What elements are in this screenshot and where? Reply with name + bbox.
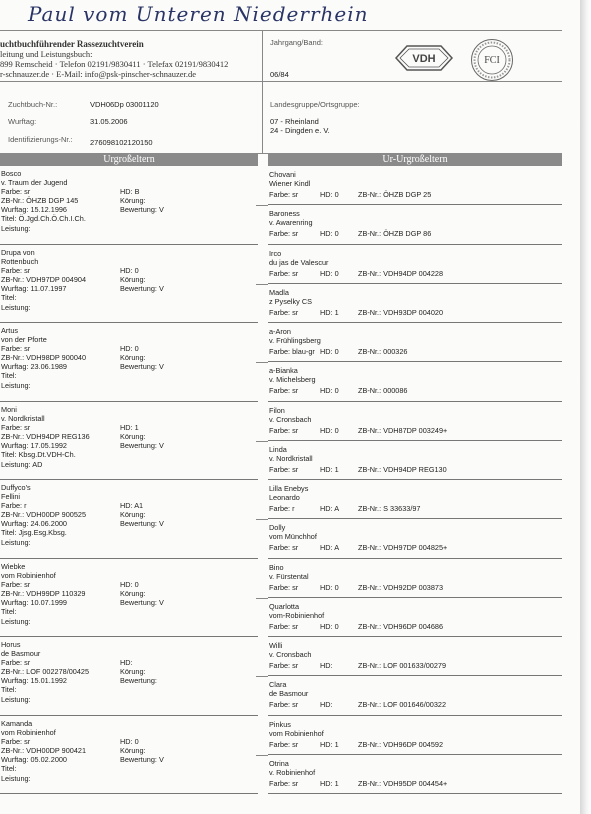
dog-color: Farbe: sr [269,778,299,788]
dog-kennel: v. Fürstental [269,571,309,581]
dog-zb-number: ZB-Nr.: VDH94DP REG136 [1,431,90,441]
dog-bewertung: Bewertung: V [120,362,164,371]
dog-color: Farbe: r [1,501,27,510]
dog-kennel: v. Cronsbach [269,414,312,424]
dog-color: Farbe: sr [1,187,31,196]
great-great-grandparent-entry [268,519,562,558]
dog-name: Duffyco's [1,483,31,492]
dog-name: Baroness [269,209,300,219]
dog-name: Drupa von [1,247,35,257]
dog-koerung: Körung: [120,745,146,755]
dog-zb-number: ZB-Nr.: VDH93DP 004020 [358,307,444,317]
dog-wurftag: Wurftag: 24.06.2000 [1,519,67,528]
dog-name: Wiebke [1,561,26,571]
zuchtbuch-label: Zuchtbuch-Nr.: [8,100,58,109]
dog-hd: HD: 0 [120,736,139,746]
jahrgang-label: Jahrgang/Band: [270,38,323,47]
dog-hd: HD: 0 [320,425,339,435]
great-great-grandparent-entry [268,402,562,441]
great-great-grandparent-entry [268,598,562,637]
dog-kennel: vom Münchhof [269,532,317,542]
dog-hd: HD: 0 [320,190,339,199]
pedigree-connector [256,205,268,206]
ident-label: Identifizierungs-Nr.: [8,135,73,144]
great-great-grandparent-entry [268,245,562,284]
dog-hd: HD: A [320,543,340,553]
dog-kennel: v. Michelsberg [269,375,316,385]
dog-kennel: du jas de Valescur [269,257,329,267]
great-grandparent-entry [0,323,258,402]
dog-zb-number: ZB-Nr.: 000326 [358,347,408,356]
great-great-grandparent-entry [268,755,562,794]
great-grandparent-entry [0,480,258,559]
dog-wurftag: Wurftag: 15.12.1996 [1,205,67,214]
dog-name: Artus [1,326,19,335]
fci-logo [470,38,514,82]
wurftag-label: Wurftag: [8,117,37,126]
dog-hd: HD: 1 [320,739,339,749]
dog-name: Bino [269,562,284,572]
dog-hd: HD: 0 [320,347,339,356]
dog-color: Farbe: sr [269,268,299,278]
dog-color: Farbe: sr [1,265,31,275]
dog-hd: HD: 0 [320,621,339,631]
dog-hd: HD: [120,658,133,667]
dog-name: Clara [269,680,287,690]
dog-color: Farbe: sr [269,582,299,592]
great-great-grandparent-entry [268,480,562,519]
pedigree-connector [256,598,268,599]
pedigree-connector [256,441,268,442]
dog-wurftag: Wurftag: 05.02.2000 [1,754,67,764]
dog-leistung: Leistung: [1,538,31,547]
pedigree-connector [256,755,268,756]
dog-kennel: z Pyselky CS [269,296,312,306]
dog-koerung: Körung: [120,667,146,676]
dog-color: Farbe: sr [269,307,299,317]
dog-zb-number: ZB-Nr.: VDH97DP 004904 [1,274,87,284]
dog-wurftag: Wurftag: 10.07.1999 [1,597,67,607]
dog-hd: HD: 0 [320,229,339,239]
dog-titel: Titel: [1,371,17,380]
dog-kennel: Fellini [1,492,21,501]
fci-logo-text: FCI [484,55,500,66]
dog-zb-number: ZB-Nr.: ÖHZB DGP 145 [1,196,79,205]
dog-hd: HD: 0 [320,386,339,396]
dog-hd: HD: 0 [320,268,339,278]
club-line-2: leitung und Leistungsbuch: [0,49,93,59]
great-great-grandparent-entry [268,166,562,205]
dog-color: Farbe: sr [269,739,299,749]
great-grandparent-entry [0,559,258,638]
dog-color: Farbe: sr [269,661,299,670]
dog-leistung: Leistung: [1,616,31,626]
great-great-grandparent-entry [268,362,562,401]
dog-hd: HD: B [120,187,140,196]
great-grandparent-entry [0,245,258,324]
dog-hd: HD: 0 [120,344,139,353]
dog-koerung: Körung: [120,274,146,284]
dog-name: Dolly [269,523,286,533]
wurftag-value: 31.05.2006 [90,117,128,126]
great-great-grandparent-entry [268,205,562,244]
dog-wurftag: Wurftag: 15.01.1992 [1,676,67,685]
dog-wurftag: Wurftag: 17.05.1992 [1,440,67,450]
dog-color: Farbe: sr [269,190,299,199]
ident-value: 276098102120150 [90,138,153,147]
great-grandparent-entry [0,716,258,795]
dog-name: Quarlotta [269,601,300,611]
dog-zb-number: ZB-Nr.: LOF 002278/00425 [1,667,90,676]
dog-color: Farbe: sr [269,543,299,553]
dog-kennel: v. Traum der Jugend [1,178,68,187]
great-great-grandparent-entry [268,441,562,480]
dog-kennel: v. Cronsbach [269,650,312,659]
dog-zb-number: ZB-Nr.: VDH00DP 900421 [1,745,87,755]
dog-hd: HD: 1 [320,464,339,474]
dog-name: Chovani [269,170,296,179]
dog-bewertung: Bewertung: V [120,205,164,214]
dog-zb-number: ZB-Nr.: VDH87DP 003249+ [358,425,448,435]
dog-name: Linda [269,444,287,454]
dog-hd: HD: 0 [120,579,139,589]
dog-zb-number: ZB-Nr.: VDH99DP 110329 [1,588,86,598]
dog-leistung: Leistung: [1,381,31,390]
dog-leistung: Leistung: AD [1,459,43,469]
breeding-club-info [0,39,228,79]
dog-hd: HD: [320,700,333,710]
dog-kennel: v. Nordkristall [269,453,313,463]
dog-info-section [0,80,562,154]
dog-titel: Titel: Jjsg.Esg.Kbsg. [1,528,67,537]
great-grandparent-entry [0,402,258,481]
dog-kennel: vom Robinienhof [269,728,324,738]
dog-kennel: v. Frühlingsberg [269,336,321,345]
dog-name: a-Aron [269,327,291,336]
dog-kennel: v. Awarenring [269,218,313,228]
dog-zb-number: ZB-Nr.: VDH96DP 004592 [358,739,444,749]
dog-zb-number: ZB-Nr.: ÖHZB DGP 25 [358,190,432,199]
dog-titel: Titel: Ö.Jgd.Ch.Ö.Ch.I.Ch. [1,214,86,223]
vdh-logo [395,44,453,72]
dog-bewertung: Bewertung: V [120,597,164,607]
dog-koerung: Körung: [120,588,146,598]
dog-kennel: von der Pforte [1,335,47,344]
dog-name: Filon [269,405,285,415]
dog-zb-number: ZB-Nr.: VDH95DP 004454+ [358,778,448,788]
dog-wurftag: Wurftag: 23.06.1989 [1,362,67,371]
dog-color: Farbe: sr [1,658,31,667]
dog-hd: HD: 1 [320,778,339,788]
dog-leistung: Leistung: [1,224,31,233]
dog-leistung: Leistung: [1,695,31,704]
club-line-3: 899 Remscheid · Telefon 02191/9830411 · Telefax 02191/9830412 [0,59,229,69]
dog-name: Madla [269,287,289,297]
dog-color: Farbe: r [269,504,295,513]
dog-name: Moni [1,404,17,414]
dog-zb-number: ZB-Nr.: LOF 001633/00279 [358,661,447,670]
dog-kennel: de Basmour [1,649,41,658]
dog-koerung: Körung: [120,196,146,205]
pedigree-connector [256,362,268,363]
great-great-grandparent-entry [268,716,562,755]
club-line-4: r-schnauzer.de · E-Mail: info@psk-pinscher-schnauzer.de [0,69,197,79]
great-great-grandparents-column [268,166,562,794]
dog-color: Farbe: sr [269,621,299,631]
page-edge-shadow [580,0,591,814]
dog-titel: Titel: [1,763,17,773]
dog-hd: HD: 1 [320,307,339,317]
dog-zb-number: ZB-Nr.: VDH96DP 004686 [358,621,444,631]
dog-zb-number: ZB-Nr.: VDH97DP 004825+ [358,543,448,553]
dog-bewertung: Bewertung: V [120,440,164,450]
landesgruppe-value: 07 - Rheinland [270,117,319,126]
dog-hd: HD: 1 [120,422,139,432]
dog-titel: Titel: Kbsg.Dt.VDH-Ch. [1,449,76,459]
dog-name: Willi [269,641,283,650]
dog-hd: HD: A [320,504,340,513]
dog-kennel: vom-Robinienhof [269,610,325,620]
dog-kennel: Rottenbuch [1,256,39,266]
dog-name: Lilla Enebys [269,484,309,493]
dog-titel: Titel: [1,606,17,616]
dog-name: Horus [1,640,21,649]
dog-name: Otrina [269,758,289,768]
dog-koerung: Körung: [120,353,146,362]
dog-zb-number: ZB-Nr.: 000086 [358,386,408,396]
dog-hd: HD: 0 [320,582,339,592]
jahrgang-value: 06/84 [270,70,289,79]
dog-koerung: Körung: [120,510,146,519]
pedigree-connector [256,284,268,285]
dog-color: Farbe: sr [269,700,299,710]
dog-zb-number: ZB-Nr.: ÖHZB DGP 86 [358,229,432,239]
great-great-grandparent-entry [268,637,562,676]
dog-zb-number: ZB-Nr.: VDH94DP 004228 [358,268,444,278]
great-great-grandparent-entry [268,676,562,715]
pedigree-connector [256,676,268,677]
dog-color: Farbe: sr [269,464,299,474]
great-great-grandparents-header: Ur-Urgroßeltern [268,153,562,166]
dog-leistung: Leistung: [1,302,31,312]
dog-color: Farbe: sr [1,344,31,353]
great-great-grandparent-entry [268,559,562,598]
dog-zb-number: ZB-Nr.: LOF 001646/00322 [358,700,447,710]
ortsgruppe-value: 24 - Dingden e. V. [270,126,330,135]
dog-zb-number: ZB-Nr.: VDH94DP REG130 [358,464,447,474]
dog-kennel: Leonardo [269,493,300,502]
dog-kennel: v. Nordkristall [1,413,45,423]
dog-kennel: Wiener Kindl [269,179,311,188]
great-great-grandparent-entry [268,323,562,362]
dog-zb-number: ZB-Nr.: VDH98DP 900040 [1,353,87,362]
dog-koerung: Körung: [120,431,146,441]
dog-bewertung: Bewertung: [120,676,157,685]
dog-bewertung: Bewertung: V [120,754,164,764]
dog-hd: HD: [320,661,333,670]
dog-color: Farbe: sr [269,425,299,435]
dog-bewertung: Bewertung: V [120,283,164,293]
zuchtbuch-value: VDH06Dp 03001120 [90,100,159,109]
dog-zb-number: ZB-Nr.: VDH00DP 900525 [1,510,87,519]
dog-color: Farbe: blau-gr [269,347,315,356]
dog-name: Bosco [1,169,22,178]
dog-name: Kamanda [1,718,33,728]
dog-name: Irco [269,248,282,258]
dog-color: Farbe: sr [1,422,31,432]
dog-kennel: v. Robinienhof [269,767,316,777]
dog-titel: Titel: [1,292,17,302]
club-line-1: uchtbuchführender Rassezuchtverein [0,39,144,49]
dog-zb-number: ZB-Nr.: VDH92DP 003873 [358,582,444,592]
dog-name: a-Bianka [269,366,298,376]
dog-color: Farbe: sr [1,579,31,589]
dog-color: Farbe: sr [269,386,299,396]
vdh-logo-text: VDH [412,53,436,65]
pedigree-connector [256,519,268,520]
dog-color: Farbe: sr [269,229,299,239]
dog-zb-number: ZB-Nr.: S 33633/97 [358,504,421,513]
dog-hd: HD: A1 [120,501,144,510]
dog-titel: Titel: [1,685,17,694]
dog-name: Pinkus [269,719,291,729]
landesgruppe-label: Landesgruppe/Ortsgruppe: [270,100,360,109]
great-grandparent-entry [0,637,258,716]
great-grandparents-header: Urgroßeltern [0,153,258,166]
dog-wurftag: Wurftag: 11.07.1997 [1,283,67,293]
dog-kennel: vom Robinienhof [1,570,56,580]
great-grandparents-column [0,166,258,794]
handwritten-title: Paul vom Unteren Niederrhein [28,2,369,26]
dog-kennel: de Basmour [269,689,309,699]
great-grandparent-entry [0,166,258,245]
dog-leistung: Leistung: [1,773,31,783]
dog-hd: HD: 0 [120,265,139,275]
dog-bewertung: Bewertung: V [120,519,164,528]
great-great-grandparent-entry [268,284,562,323]
dog-kennel: vom Robinienhof [1,727,56,737]
dog-color: Farbe: sr [1,736,31,746]
